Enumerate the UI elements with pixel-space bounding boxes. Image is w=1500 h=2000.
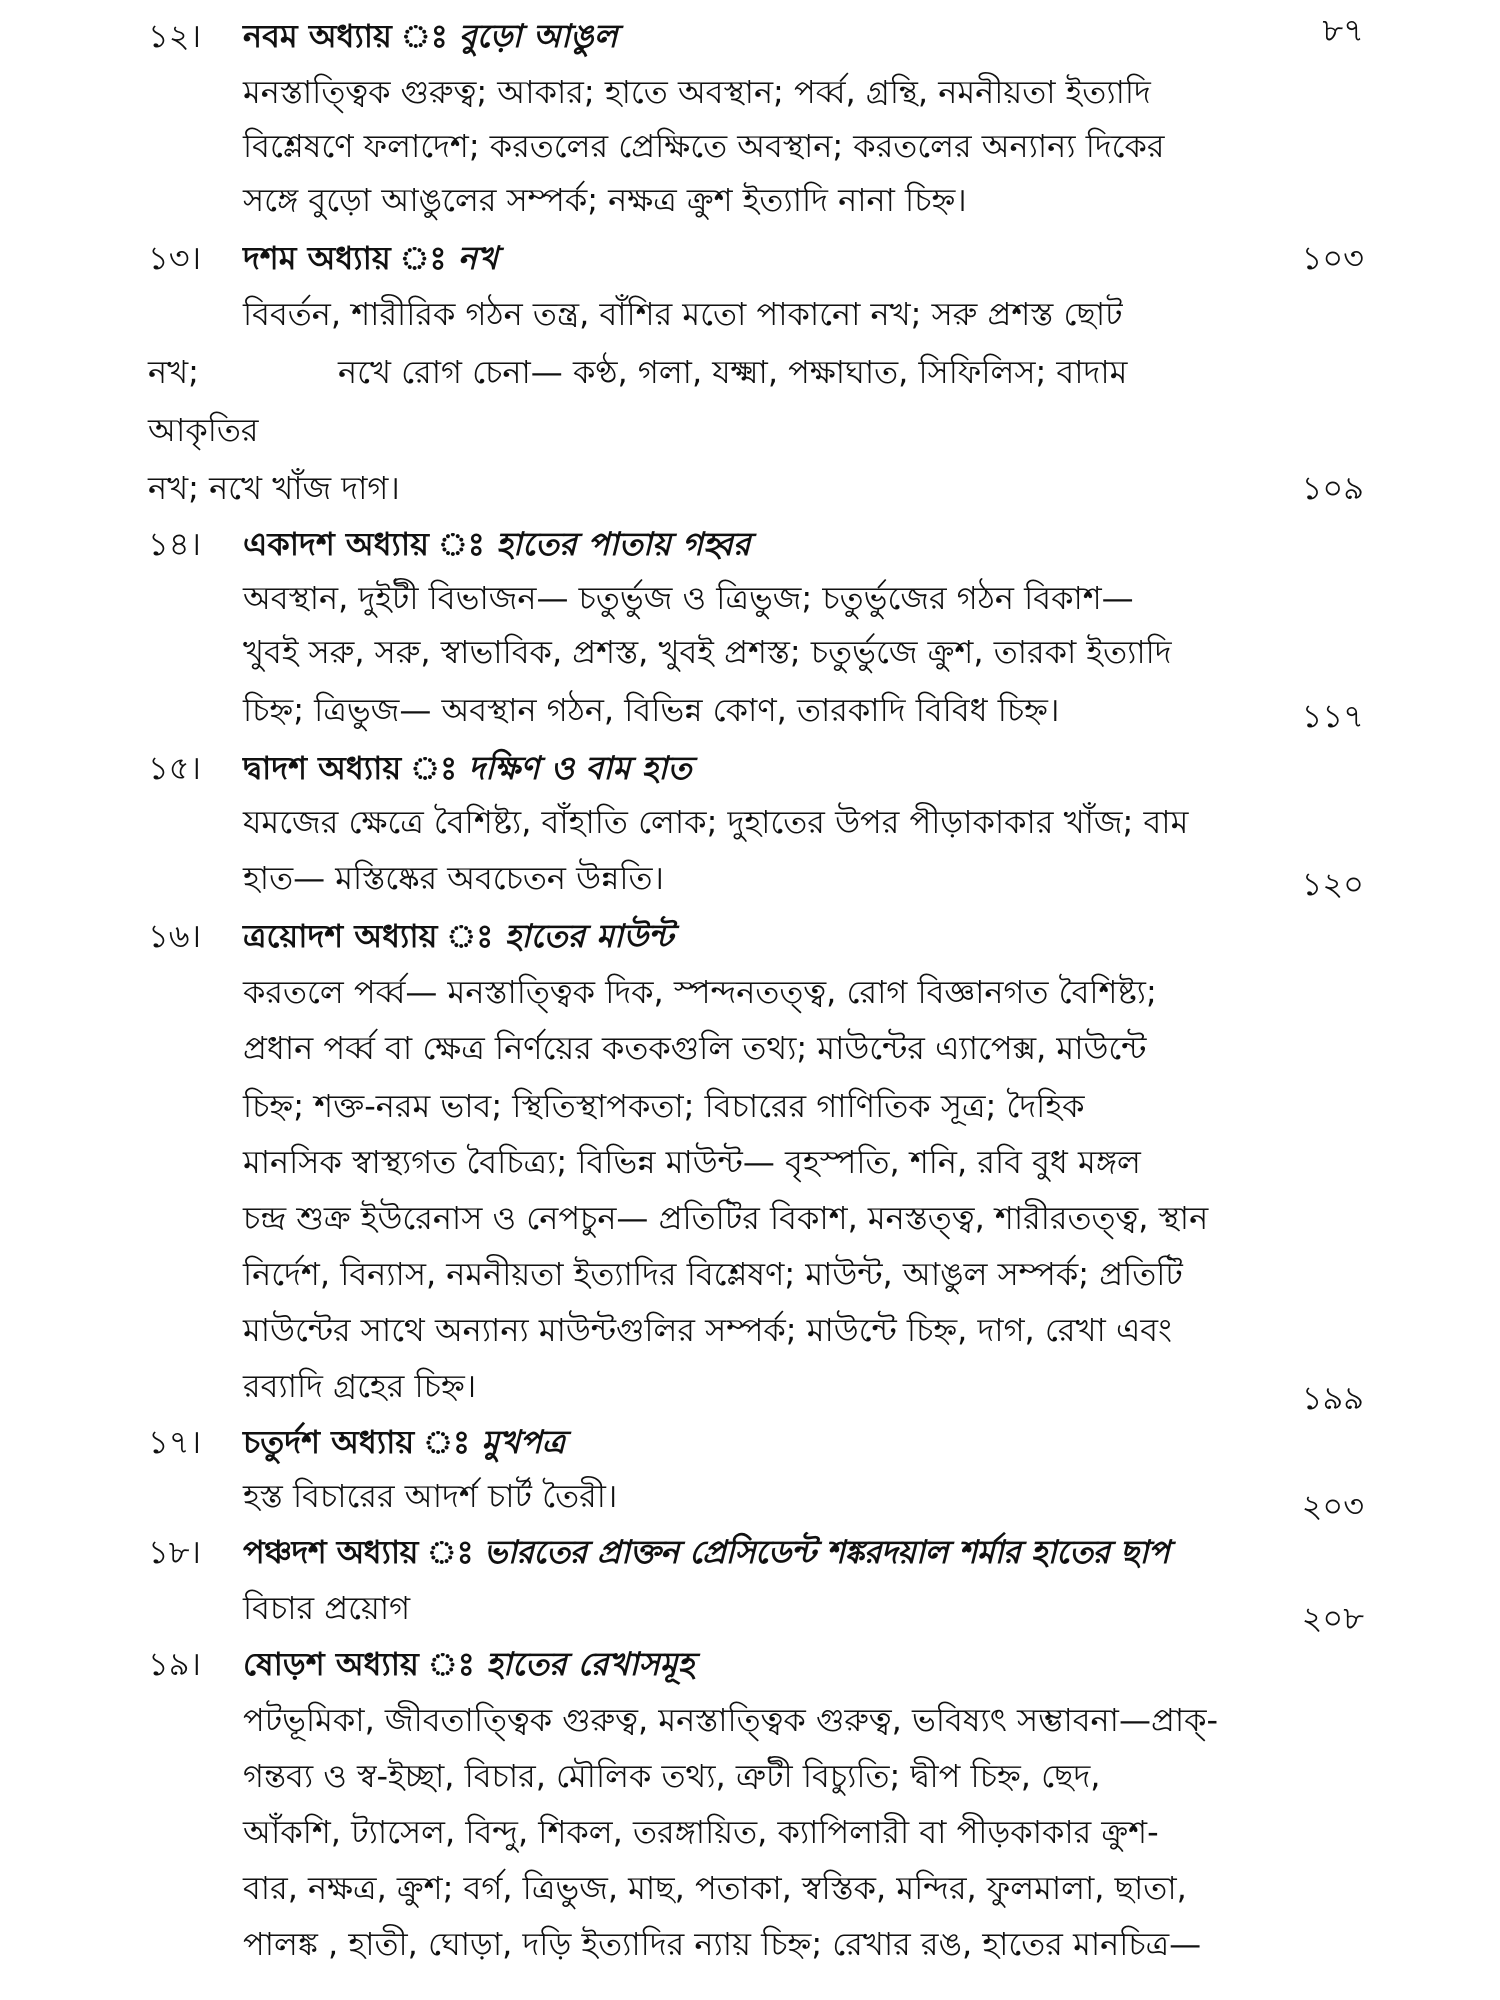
entry-text-line: রব্যাদি গ্রহের চিহ্ন।	[243, 1367, 477, 1405]
chapter-title: মুখপত্র	[481, 1423, 566, 1461]
entry-text-line: চিহ্ন; ত্রিভুজ— অবস্থান গঠন, বিভিন্ন কোণ, তারকাদি বিবিধ চিহ্ন।	[243, 691, 1060, 729]
entry-heading	[243, 746, 691, 790]
entry-text-line: করতলে পর্ব্ব— মনস্তাত্ত্বিক দিক, স্পন্দনতত্ত্ব, রোগ বিজ্ঞানগত বৈশিষ্ট্য;	[243, 973, 1157, 1011]
entry-text-line: নখ;	[148, 353, 199, 391]
entry-number: ১৭।	[148, 1423, 202, 1461]
page-number: ২০৮	[1301, 1599, 1364, 1637]
page-number: ৮৭	[1322, 11, 1364, 49]
entry-number: ১৮।	[148, 1533, 201, 1571]
chapter-label: দশম অধ্যায় ঃ	[243, 239, 447, 277]
chapter-title: বুড়ো আঙুল	[458, 17, 618, 55]
entry-text-line: মানসিক স্বাস্থ্যগত বৈচিত্র্য; বিভিন্ন মাউন্ট— বৃহস্পতি, শনি, রবি বুধ মঙ্গল	[243, 1143, 1141, 1181]
entry-heading	[243, 14, 617, 58]
entry-text-line: অবস্থান, দুইটী বিভাজন— চতুর্ভুজ ও ত্রিভুজ; চতুর্ভুজের গঠন বিকাশ—	[243, 579, 1134, 617]
entry-number: ১৬।	[148, 917, 202, 955]
chapter-label: একাদশ অধ্যায় ঃ	[243, 525, 485, 563]
entry-text-line: নখে রোগ চেনা— কণ্ঠ, গলা, যক্ষ্মা, পক্ষাঘাত, সিফিলিস; বাদাম	[338, 353, 1128, 391]
entry-text-line: বিচার প্রয়োগ	[243, 1589, 411, 1627]
entry-heading	[243, 236, 498, 280]
chapter-label: ষোড়শ অধ্যায় ঃ	[243, 1645, 475, 1683]
entry-number: ১৪।	[148, 525, 201, 563]
entry-text-line: যমজের ক্ষেত্রে বৈশিষ্ট্য, বাঁহাতি লোক; দুহাতের উপর পীড়াকাকার খাঁজ; বাম	[243, 803, 1189, 841]
entry-text-line: আঁকশি, ট্যাসেল, বিন্দু, শিকল, তরঙ্গায়িত, ক্যাপিলারী বা পীড়কাকার ক্রুশ-	[243, 1813, 1159, 1851]
entry-text-line: খুবই সরু, সরু, স্বাভাবিক, প্রশস্ত, খুবই প্রশস্ত; চতুর্ভুজে ক্রুশ, তারকা ইত্যাদি	[243, 633, 1172, 671]
entry-number: ১৯।	[148, 1645, 201, 1683]
page-number: ১১৭	[1301, 697, 1364, 735]
page-number: ২০৩	[1301, 1487, 1364, 1525]
chapter-label: ত্রয়োদশ অধ্যায় ঃ	[243, 917, 494, 955]
entry-text-line: চন্দ্র শুক্র ইউরেনাস ও নেপচুন— প্রতিটির বিকাশ, মনস্তত্ত্ব, শারীরতত্ত্ব, স্থান	[243, 1199, 1209, 1237]
entry-text-line: পটভূমিকা, জীবতাত্ত্বিক গুরুত্ব, মনস্তাত্ত্বিক গুরুত্ব, ভবিষ্যৎ সম্ভাবনা—প্রাক্-	[243, 1701, 1219, 1739]
entry-heading	[243, 1530, 1169, 1574]
chapter-title: ভারতের প্রাক্তন প্রেসিডেন্ট শঙ্করদয়াল শর্মার হাতের ছাপ	[483, 1533, 1170, 1571]
chapter-label: পঞ্চদশ অধ্যায় ঃ	[243, 1533, 474, 1571]
entry-number: ১২।	[148, 17, 202, 55]
entry-number: ১৫।	[148, 749, 201, 787]
entry-heading	[243, 914, 673, 958]
entry-text-line: বিবর্তন, শারীরিক গঠন তন্ত্র, বাঁশির মতো পাকানো নখ; সরু প্রশস্ত ছোট	[243, 295, 1123, 333]
entry-text-line: সঙ্গে বুড়ো আঙুলের সম্পর্ক; নক্ষত্র ক্রুশ ইত্যাদি নানা চিহ্ন।	[243, 181, 967, 219]
entry-heading	[243, 1420, 565, 1464]
entry-text-line: মনস্তাত্ত্বিক গুরুত্ব; আকার; হাতে অবস্থান; পর্ব্ব, গ্রন্থি, নমনীয়তা ইত্যাদি	[243, 73, 1151, 111]
entry-text-line: নির্দেশ, বিন্যাস, নমনীয়তা ইত্যাদির বিশ্লেষণ; মাউন্ট, আঙুল সম্পর্ক; প্রতিটি	[243, 1255, 1183, 1293]
page-number: ১০৩	[1301, 239, 1364, 277]
entry-text-line: হস্ত বিচারের আদর্শ চার্ট তৈরী।	[243, 1477, 618, 1515]
entry-text-line: প্রধান পর্ব্ব বা ক্ষেত্র নির্ণয়ের কতকগুলি তথ্য; মাউন্টের এ্যাপেক্স, মাউন্টে	[243, 1029, 1147, 1067]
page-number: ১৯৯	[1301, 1379, 1364, 1417]
entry-number: ১৩।	[148, 239, 202, 277]
entry-text-line: চিহ্ন; শক্ত-নরম ভাব; স্থিতিস্থাপকতা; বিচারের গাণিতিক সূত্র; দৈহিক	[243, 1087, 1085, 1125]
chapter-label: দ্বাদশ অধ্যায় ঃ	[243, 749, 458, 787]
entry-text-line: হাত— মস্তিষ্কের অবচেতন উন্নতি।	[243, 859, 664, 897]
entry-text-line: গন্তব্য ও স্ব-ইচ্ছা, বিচার, মৌলিক তথ্য, ত্রুটী বিচ্যুতি; দ্বীপ চিহ্ন, ছেদ,	[243, 1757, 1101, 1795]
entry-text-line: পালঙ্ক , হাতী, ঘোড়া, দড়ি ইত্যাদির ন্যায় চিহ্ন; রেখার রঙ, হাতের মানচিত্র—	[243, 1925, 1202, 1963]
chapter-title: হাতের পাতায় গহ্বর	[495, 525, 751, 563]
chapter-title: নখ	[457, 239, 498, 277]
chapter-label: চতুর্দশ অধ্যায় ঃ	[243, 1423, 471, 1461]
chapter-title: হাতের মাউন্ট	[504, 917, 674, 955]
page-number: ১২০	[1301, 865, 1364, 903]
entry-text-line: বার, নক্ষত্র, ক্রুশ; বর্গ, ত্রিভুজ, মাছ, পতাকা, স্বস্তিক, মন্দির, ফুলমালা, ছাতা,	[243, 1869, 1187, 1907]
entry-text-line: বিশ্লেষণে ফলাদেশ; করতলের প্রেক্ষিতে অবস্থান; করতলের অন্যান্য দিকের	[243, 127, 1165, 165]
entry-text-line: নখ; নখে খাঁজ দাগ।	[148, 469, 400, 507]
chapter-title: দক্ষিণ ও বাম হাত	[468, 749, 692, 787]
page-number: ১০৯	[1301, 469, 1364, 507]
entry-heading	[243, 522, 750, 566]
entry-text-line: আকৃতির	[148, 411, 259, 449]
entry-heading	[243, 1642, 694, 1686]
chapter-label: নবম অধ্যায় ঃ	[243, 17, 448, 55]
entry-text-line: মাউন্টের সাথে অন্যান্য মাউন্টগুলির সম্পর্ক; মাউন্টে চিহ্ন, দাগ, রেখা এবং	[243, 1311, 1172, 1349]
chapter-title: হাতের রেখাসমূহ	[485, 1645, 695, 1683]
